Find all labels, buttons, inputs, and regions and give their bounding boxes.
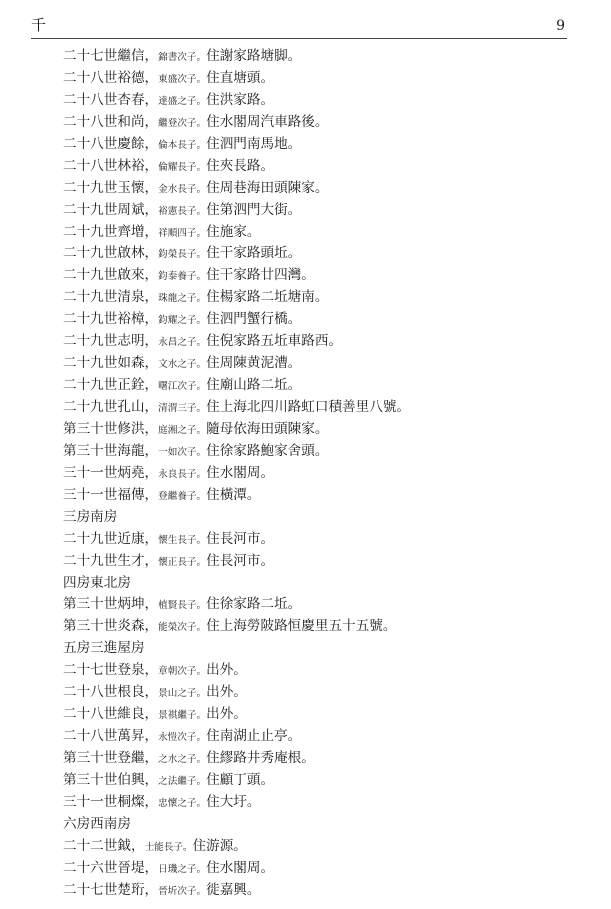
person-name: 二十九世清泉， [63, 289, 159, 306]
residence-text: 住倪家路五坵車路西。 [206, 333, 343, 350]
parentage-note: 能榮次子。 [158, 622, 207, 634]
person-name: 二十九世生才， [63, 552, 159, 569]
genealogy-entry [63, 858, 583, 880]
genealogy-entry [63, 616, 583, 638]
branch-heading: 六房西南房 [63, 815, 131, 832]
parentage-note: 東盛次子。 [158, 73, 207, 85]
residence-text: 住第泗門大街。 [206, 201, 302, 218]
genealogy-entry [63, 156, 583, 178]
genealogy-entry [63, 331, 583, 353]
person-name: 三十一世炳堯， [63, 464, 159, 481]
person-name: 第三十世修洪， [63, 420, 159, 437]
genealogy-entry [63, 397, 583, 419]
genealogy-entry [63, 112, 583, 134]
parentage-note: 永良長子。 [158, 468, 207, 480]
person-name: 第三十世海龍， [63, 442, 159, 459]
parentage-note: 植賢長子。 [158, 600, 207, 612]
person-name: 二十七世繼信， [63, 48, 159, 64]
parentage-note: 之法繼子。 [158, 775, 207, 787]
parentage-note: 景山之子。 [158, 688, 207, 700]
person-name: 二十六世晉堤， [63, 859, 159, 876]
genealogy-entry [63, 265, 583, 287]
residence-text: 住水閣周。 [206, 464, 275, 481]
residence-text: 住游源。 [192, 837, 247, 854]
branch-heading: 五房三進屋房 [63, 640, 145, 657]
residence-text: 住繆路井秀庵根。 [206, 750, 315, 766]
residence-text: 徙嘉興。 [206, 881, 261, 898]
genealogy-entry [63, 660, 583, 682]
person-name: 第三十世登繼， [63, 750, 159, 766]
person-name: 二十九世齊增， [63, 223, 159, 240]
parentage-note: 士能長子。 [144, 841, 193, 853]
residence-text: 住顧丁頭。 [206, 771, 275, 788]
residence-text: 住水閣周汽車路後。 [206, 113, 329, 130]
person-name: 三十一世桐燦， [63, 793, 159, 810]
parentage-note: 祥順四子。 [158, 227, 207, 239]
genealogy-entry [63, 178, 583, 200]
person-name: 二十九世近康， [63, 530, 159, 547]
person-name: 二十八世和尚， [63, 113, 159, 130]
parentage-note: 文水之子。 [158, 359, 207, 371]
residence-text: 住水閣周。 [206, 859, 275, 876]
residence-text: 住直塘頭。 [206, 69, 275, 86]
parentage-note: 珠龍之子。 [158, 293, 207, 305]
residence-text: 隨母依海田頭陳家。 [206, 420, 329, 437]
genealogy-entry [63, 243, 583, 265]
branch-heading: 四房東北房 [63, 574, 131, 591]
parentage-note: 之水之子。 [158, 754, 207, 765]
person-name: 二十八世根良， [63, 684, 159, 701]
genealogy-entry [63, 419, 583, 441]
parentage-note: 懷生長子。 [158, 534, 207, 546]
genealogy-entry [63, 287, 583, 309]
parentage-note: 日璣之子。 [158, 863, 207, 875]
parentage-note: 登繼養子。 [158, 490, 207, 502]
parentage-note: 忠懷之子。 [158, 797, 207, 809]
residence-text: 住施家。 [206, 223, 261, 240]
genealogy-entry [63, 594, 583, 616]
parentage-note: 永昌之子。 [158, 337, 207, 349]
residence-text: 住南湖止止亭。 [206, 728, 302, 745]
parentage-note: 錦書次子。 [158, 52, 207, 63]
residence-text: 住泗門南馬地。 [206, 135, 302, 152]
residence-text: 出外。 [206, 706, 247, 723]
genealogy-entry [63, 792, 583, 814]
genealogy-entry [63, 485, 583, 507]
parentage-note: 金水長子。 [158, 183, 207, 195]
genealogy-entry [63, 68, 583, 90]
person-name: 二十九世志明， [63, 333, 159, 350]
residence-text: 住徐家路鮑家舍頭。 [206, 442, 329, 459]
person-name: 第三十世伯興， [63, 771, 159, 788]
parentage-note: 倫本長子。 [158, 139, 207, 151]
parentage-note: 倫耀長子。 [158, 161, 207, 173]
person-name: 二十八世維良， [63, 706, 159, 723]
person-name: 二十九世啟來， [63, 267, 159, 284]
person-name: 二十九世孔山， [63, 399, 159, 415]
genealogy-entry [63, 46, 583, 68]
residence-text: 住謝家路塘脚。 [206, 48, 302, 64]
header-rule [31, 38, 567, 39]
genealogy-entry [63, 463, 583, 485]
residence-text: 住干家路廿四灣。 [206, 267, 315, 284]
residence-text: 住上海北四川路虹口積善里八號。 [206, 399, 411, 415]
person-name: 二十八世林裕， [63, 157, 159, 174]
genealogy-entry [63, 748, 583, 770]
residence-text: 住大圩。 [206, 793, 261, 810]
genealogy-entry [63, 551, 583, 573]
person-name: 二十九世如森， [63, 355, 159, 372]
genealogy-entry [63, 770, 583, 792]
person-name: 二十九世玉懷， [63, 179, 159, 196]
parentage-note: 庭湘之子。 [158, 424, 207, 436]
genealogy-list [63, 46, 583, 902]
person-name: 二十九世啟林， [63, 245, 159, 262]
genealogy-entry [63, 529, 583, 551]
person-name: 二十九世周斌， [63, 201, 159, 218]
parentage-note: 永愷次子。 [158, 732, 207, 744]
residence-text: 住周陳黄泥漕。 [206, 355, 302, 372]
person-name: 二十八世萬昇， [63, 728, 159, 745]
running-title: 千 [31, 16, 47, 34]
genealogy-entry [63, 836, 583, 858]
parentage-note: 懷正長子。 [158, 556, 207, 568]
parentage-note: 曙江次子。 [158, 381, 207, 393]
person-name: 第三十世炎森， [63, 618, 159, 635]
parentage-note: 繼登次子。 [158, 117, 207, 129]
parentage-note: 晉圻次子。 [158, 885, 207, 897]
genealogy-entry [63, 726, 583, 748]
residence-text: 出外。 [206, 684, 247, 701]
residence-text: 住上海勞陂路恒慶里五十五號。 [206, 618, 397, 635]
residence-text: 住楊家路二坵塘南。 [206, 289, 329, 306]
residence-text: 住夾長路。 [206, 157, 275, 174]
residence-text: 住洪家路。 [206, 91, 275, 108]
genealogy-entry [63, 90, 583, 112]
genealogy-entry [63, 309, 583, 331]
person-name: 第三十世炳坤， [63, 596, 159, 613]
person-name: 二十七世楚珩， [63, 881, 159, 898]
genealogy-entry [63, 441, 583, 463]
residence-text: 住周巷海田頭陳家。 [206, 179, 329, 196]
genealogy-entry [63, 880, 583, 902]
residence-text: 住干家路頭坵。 [206, 245, 302, 262]
person-name: 二十九世裕樟， [63, 311, 159, 328]
residence-text: 住泗門蟹行橋。 [206, 311, 302, 328]
branch-heading: 三房南房 [63, 508, 118, 525]
residence-text: 住橫潭。 [206, 486, 261, 503]
person-name: 二十二世鉞， [63, 837, 145, 854]
genealogy-entry [63, 353, 583, 375]
genealogy-entry [63, 682, 583, 704]
parentage-note: 鈞泰養子。 [158, 271, 207, 283]
residence-text: 住長河市。 [206, 552, 275, 569]
parentage-note: 鈞榮長子。 [158, 249, 207, 261]
parentage-note: 鈞耀之子。 [158, 315, 207, 327]
residence-text: 住徐家路二坵。 [206, 596, 302, 613]
parentage-note: 一如次子。 [158, 446, 207, 458]
page-header [0, 0, 611, 40]
genealogy-entry [63, 375, 583, 397]
page-number: 9 [556, 18, 565, 34]
parentage-note: 景祺繼子。 [158, 710, 207, 722]
genealogy-entry [63, 704, 583, 726]
genealogy-entry [63, 134, 583, 156]
person-name: 三十一世福傳， [63, 486, 159, 503]
parentage-note: 章朝次子。 [158, 666, 207, 678]
residence-text: 住廟山路二坵。 [206, 377, 302, 394]
person-name: 二十七世登泉， [63, 662, 159, 679]
person-name: 二十八世慶餘， [63, 135, 159, 152]
person-name: 二十九世正銓， [63, 377, 159, 394]
parentage-note: 裕憲長子。 [158, 205, 207, 217]
residence-text: 住長河市。 [206, 530, 275, 547]
residence-text: 出外。 [206, 662, 247, 679]
genealogy-entry [63, 200, 583, 222]
parentage-note: 達盛之子。 [158, 95, 207, 107]
person-name: 二十八世杏春， [63, 91, 159, 108]
parentage-note: 清渭三子。 [158, 403, 207, 414]
person-name: 二十八世裕德， [63, 69, 159, 86]
genealogy-entry [63, 222, 583, 244]
